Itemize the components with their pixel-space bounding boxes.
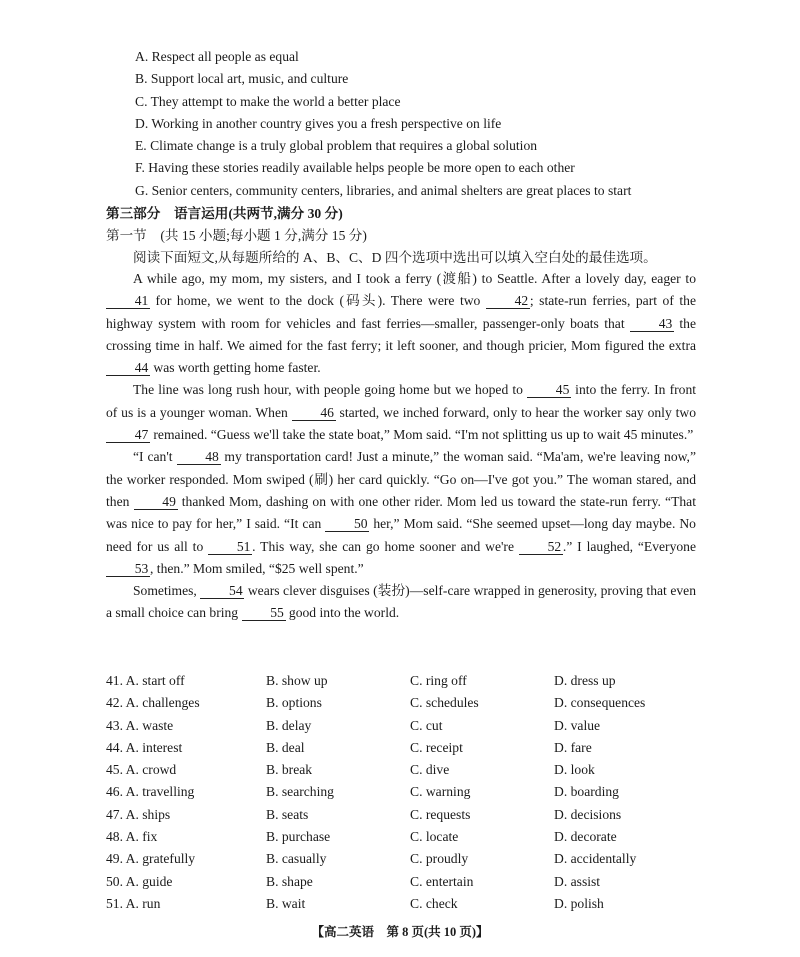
blank-45: 45 [527, 382, 571, 398]
choice-c: C. requests [410, 806, 471, 822]
choice-b: B. wait [266, 895, 306, 911]
choice-c: C. warning [410, 784, 471, 800]
option-c: C. They attempt to make the world a better place [135, 93, 401, 109]
blank-43: 43 [630, 316, 674, 332]
blank-54: 54 [200, 583, 244, 599]
choice-d: D. boarding [554, 784, 619, 800]
choice-c: C. receipt [410, 739, 463, 755]
choice-c: C. proudly [410, 851, 469, 867]
choice-d: D. value [554, 717, 601, 733]
blank-55: 55 [242, 605, 286, 621]
question-row-50 [106, 871, 706, 893]
seven-choice-options [135, 46, 755, 202]
question-row-49 [106, 848, 706, 870]
choice-c: C. ring off [410, 673, 467, 688]
choice-a: 49. A. gratefully [106, 851, 196, 867]
choice-d: D. fare [554, 739, 592, 755]
question-row-42 [106, 692, 706, 714]
paragraph-1: A while ago, my mom, my sisters, and I took a ferry (渡船) to Seattle. After a lovely day, eager to 41 for home, we went to the dock (码头). There were two 42 ; state-run ferries, part of the highway system with room for vehicles and fast ferries—smaller, passenger-only boats that 43 the crossing time in half. We aimed for the fast ferry; it left sooner, and though pricier, Mom figured the extra 44 was worth getting home faster. [106, 271, 696, 376]
choice-c: C. check [410, 895, 458, 911]
option-f: F. Having these stories readily available helps people be more open to each other [135, 160, 575, 176]
blank-53: 53 [106, 561, 150, 577]
answer-choices [106, 670, 706, 915]
choice-b: B. break [266, 762, 313, 778]
choice-a: 43. A. waste [106, 717, 174, 733]
choice-d: D. look [554, 762, 595, 778]
blank-49: 49 [134, 494, 178, 510]
choice-a: 47. A. ships [106, 806, 171, 822]
blank-42: 42 [486, 293, 530, 309]
choice-c: C. dive [410, 762, 450, 778]
blank-47: 47 [106, 427, 150, 443]
option-g: G. Senior centers, community centers, libraries, and animal shelters are great places to start [135, 182, 632, 198]
choice-b: B. purchase [266, 829, 331, 845]
choice-d: D. accidentally [554, 851, 637, 867]
option-e: E. Climate change is a truly global problem that requires a global solution [135, 138, 538, 154]
choice-d: D. dress up [554, 673, 616, 688]
cloze-passage [106, 268, 696, 625]
choice-a: 41. A. start off [106, 673, 185, 688]
choice-d: D. consequences [554, 695, 646, 711]
question-row-43 [106, 715, 706, 737]
subsection-title: 第一节 (共 15 小题;每小题 1 分,满分 15 分) [106, 228, 367, 243]
choice-b: B. seats [266, 806, 309, 822]
blank-50: 50 [325, 516, 369, 532]
option-d: D. Working in another country gives you a fresh perspective on life [135, 115, 502, 131]
choice-c: C. schedules [410, 695, 479, 711]
choice-c: C. cut [410, 717, 443, 733]
section-title: 第三部分 语言运用(共两节,满分 30 分) [106, 206, 343, 221]
choice-a: 51. A. run [106, 895, 161, 911]
question-row-51 [106, 893, 706, 915]
choice-b: B. options [266, 695, 322, 711]
blank-44: 44 [106, 360, 150, 376]
question-row-47 [106, 804, 706, 826]
blank-51: 51 [208, 539, 252, 555]
paragraph-3: “I can't 48 my transportation card! Just a minute,” the woman said. “Ma'am, we're leaving now,” the worker responded. Mom swiped (刷) her card quickly. “Go on—I've got you.” The woman stared, and then 49 thanked Mom, dashing on with one other rider. Mom led us toward the state-run ferry. “That was nice to pay for her,” I said. “It can 50 her,” Mom said. “She seemed upset—long day maybe. No need for us all to 51 . This way, she can go home sooner and we're 52 .” I laughed, “Everyone 53 , then.” Mom smiled, “$25 well spent.” [106, 449, 697, 576]
question-row-46 [106, 781, 706, 803]
question-row-44 [106, 737, 706, 759]
choice-a: 44. A. interest [106, 739, 183, 755]
blank-46: 46 [292, 405, 336, 421]
choice-d: D. assist [554, 873, 601, 889]
choice-a: 48. A. fix [106, 829, 158, 845]
option-b: B. Support local art, music, and culture [135, 71, 349, 87]
choice-a: 45. A. crowd [106, 762, 177, 778]
choice-d: D. polish [554, 895, 604, 911]
question-row-48 [106, 826, 706, 848]
choice-a: 42. A. challenges [106, 695, 200, 711]
blank-48: 48 [177, 449, 221, 465]
choice-b: B. casually [266, 851, 327, 867]
choice-a: 50. A. guide [106, 873, 173, 889]
page-footer: 【高二英语 第 8 页(共 10 页)】 [311, 925, 489, 939]
choice-b: B. deal [266, 739, 305, 755]
choice-b: B. show up [266, 673, 328, 688]
choice-b: B. searching [266, 784, 334, 800]
choice-a: 46. A. travelling [106, 784, 195, 800]
blank-52: 52 [519, 539, 563, 555]
instruction: 阅读下面短文,从每题所给的 A、B、C、D 四个选项中选出可以填入空白处的最佳选项。 [133, 250, 657, 265]
choice-c: C. entertain [410, 873, 474, 889]
choice-d: D. decisions [554, 806, 622, 822]
paragraph-4: Sometimes, 54 wears clever disguises (装扮)—self-care wrapped in generosity, proving that even a small choice can bring 55 good into the world. [106, 583, 696, 621]
choice-b: B. delay [266, 717, 312, 733]
choice-d: D. decorate [554, 829, 617, 845]
blank-41: 41 [106, 293, 150, 309]
choice-b: B. shape [266, 873, 313, 889]
paragraph-2: The line was long rush hour, with people going home but we hoped to 45 into the ferry. In front of us is a younger woman. When 46 started, we inched forward, only to hear the worker say only two 47 remained. “Guess we'll take the state boat,” Mom said. “I'm not splitting us up to wait 45 minutes.” [106, 382, 697, 443]
choice-c: C. locate [410, 829, 459, 845]
option-a: A. Respect all people as equal [135, 49, 299, 64]
question-row-41 [106, 670, 706, 692]
question-row-45 [106, 759, 706, 781]
